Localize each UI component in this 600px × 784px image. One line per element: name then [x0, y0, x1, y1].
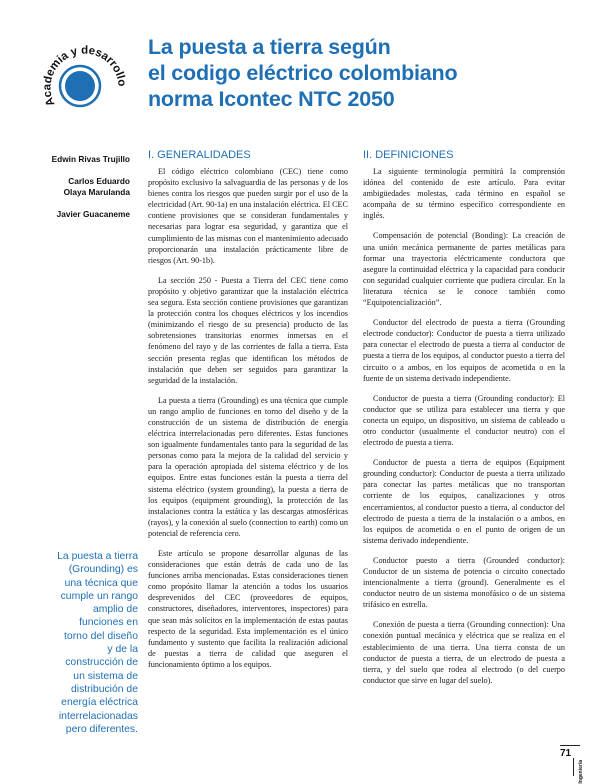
title-line: La puesta a tierra según — [148, 35, 391, 59]
author-name: Edwin Rivas Trujillo — [51, 154, 130, 164]
author-name: Olaya Marulanda — [63, 187, 130, 197]
paragraph: El código eléctrico colombiano (CEC) tiene como propósito exclusivo la salvaguardia de las personas y de los bienes contra los riesgos que pueden surgir por el uso de la electricidad (Art. 90-1a) en una instalación eléctrica. El CEC contiene provisiones que se consideran fundamentales y necesarias para lograr esa seguridad, y garantiza que el cumplimiento de las mismas con el mantenimiento adecuado proporcionarán una instalación prácticamente libre de riesgos (Art. 90-1b). — [148, 167, 348, 265]
title-line: norma Icontec NTC 2050 — [148, 87, 395, 111]
pull-quote-line: pero diferentes. — [65, 723, 138, 735]
pull-quote — [20, 550, 138, 736]
paragraph: La puesta a tierra (Grounding) es una técnica que cumple un rango amplio de funciones en torno del diseño y de la construcción de un sistema de distribución de energía eléctrica interrelacionadas pero diferentes. Estas funciones son igualmente fundamentales tanto para la seguridad de las personas como para la mejora de la calidad del servicio y para la operación apropiada del sistema eléctrico y de los equipos. Entre estas funciones están la puesta a tierra del sistema eléctrico (system grounding), la puesta a tierra de los equipos (equipment grounding), la protección de las instalaciones contra la estática y las descargas atmosféricas (rayos), y la conexión al suelo (connection to earth) como un potencial de referencia cero. — [148, 395, 348, 538]
pull-quote-line: funciones en — [79, 617, 138, 629]
pull-quote-line: amplio de — [92, 604, 138, 616]
paragraph: Conductor puesto a tierra (Grounded conductor): Conductor de un sistema de potencia o circuito conectado intencionalmente a tierra (ground). Generalmente es el conductor neutro de un sistema monofásico o de un sistema trifásico en estrella. — [363, 555, 565, 610]
section-heading: II. DEFINICIONES — [363, 149, 454, 161]
pull-quote-line: (Grounding) es — [68, 564, 138, 576]
pull-quote-line: construcción de — [65, 657, 138, 669]
paragraph: Este artículo se propone desarrollar algunas de las consideraciones que están detrás de cada uno de las funciones arriba mencionadas. Estas consideraciones tienen como propósito llamar la atención a todos los usuarios desprevenidos del CEC (proveedores de equipos, constructores, diseñadores, interventores, inspectores) para que sean más solícitos en la implementación de estas pautas respecto de la seguridad. Esta implementación es el único fundamento y sustento que facilita la realización adicional de puestas a tierra de calidad que aseguren el funcionamiento óptimo a los equipos. — [148, 549, 348, 669]
article-title — [148, 34, 588, 112]
footer-rule — [560, 745, 580, 746]
section-heading: I. GENERALIDADES — [148, 149, 251, 161]
pull-quote-line: distribución de — [70, 683, 138, 695]
pull-quote-line: una técnica que — [64, 577, 138, 589]
badge-text: Academia y desarrollo — [41, 44, 128, 108]
paragraph: Compensación de potencial (Bonding): La creación de una unión mecánica permanente de partes metálicas para formar una trayectoria eléctricamente conductora que asegure la continuidad eléctrica y la capacidad para conducir con seguridad cualquier corriente que pudiera circular. En la literatura técnica se le conoce también como “Equipotencialización”. — [363, 231, 565, 308]
author-name: Carlos Eduardo — [68, 175, 130, 186]
badge-disc — [65, 71, 95, 101]
paragraph: Conexión de puesta a tierra (Grounding connection): Una conexión puntual mecánica y eléctrica que se realiza en el establecimiento de una tierra. Una tierra consta de un conductor de puesta a tierra, de un electrodo de puesta a tierra, y del suelo que rodea al electrodo (o del cuerpo conductor que sirve en lugar del suelo). — [363, 620, 565, 685]
pull-quote-line: cumple un rango — [60, 590, 138, 602]
pull-quote-line: y de la — [107, 644, 138, 656]
pull-quote-line: La puesta a tierra — [57, 551, 138, 562]
footer-side-rule — [573, 758, 574, 776]
paragraph: La siguiente terminología permitirá la comprensión idónea del contenido de este artículo. Para evitar ambigüedades molestas, cada término en español se acompaña de su término específico correspondiente en inglés. — [363, 167, 565, 221]
paragraph: La sección 250 - Puesta a Tierra del CEC tiene como propósito y objetivo garantizar que la instalación eléctrica sea segura. Esta sección contiene provisiones que garantizan la protección contra los choques eléctricos y los incendios (minimizando el riesgo de su presencia) producto de las sobretensiones transitorias enormes inmersas en el fenómeno del rayo y de las corrientes de falla a tierra. Esta sección presenta reglas que identifican los métodos de instalación que deben ser seguidos para garantizar la seguridad de la instalación. — [148, 275, 348, 385]
author-list — [22, 154, 130, 220]
paragraph: Conductor del electrodo de puesta a tierra (Grounding electrode conductor): Conductor de puesta a tierra utilizado para conectar el electrodo de puesta a tierra al conductor de puesta a tierra de los equipos, al conductor puesto a tierra del circuito o a ambos, en los equipos de acometida o en la fuente de un sistema derivado independiente. — [363, 318, 565, 383]
section-badge — [40, 28, 132, 136]
title-line: el codigo eléctrico colombiano — [148, 61, 458, 85]
pull-quote-line: energía eléctrica — [61, 697, 138, 709]
paragraph: Conductor de puesta a tierra (Grounding conductor): El conductor que se utiliza para establecer una tierra y que conecta un equipo, un dispositivo, un sistema de cableado u otro conductor (usualmente el conductor neutro) con el electrodo de puesta a tierra. — [363, 393, 565, 448]
pull-quote-line: torno del diseño — [64, 630, 138, 642]
pull-quote-line: interrelacionadas — [58, 710, 138, 722]
column-right — [363, 148, 565, 695]
column-left — [148, 148, 348, 679]
pull-quote-line: un sistema de — [73, 670, 138, 682]
page-number: 71 — [560, 748, 572, 759]
paragraph: Conductor de puesta a tierra de equipos (Equipment grounding conductor): Conductor de puesta a tierra utilizado para conectar las partes metálicas que no transportan corriente de los equipos, canalizaciones y otros encerramientos, al conductor puesto a tierra, al conductor del electrodo de puesta a tierra de la instalación o a ambos, en los equipos de acometida o en el punto de origen de un sistema derivado independiente. — [363, 458, 565, 545]
author-name: Javier Guacaneme — [56, 208, 130, 219]
section-label: Ingeniería — [578, 760, 584, 784]
